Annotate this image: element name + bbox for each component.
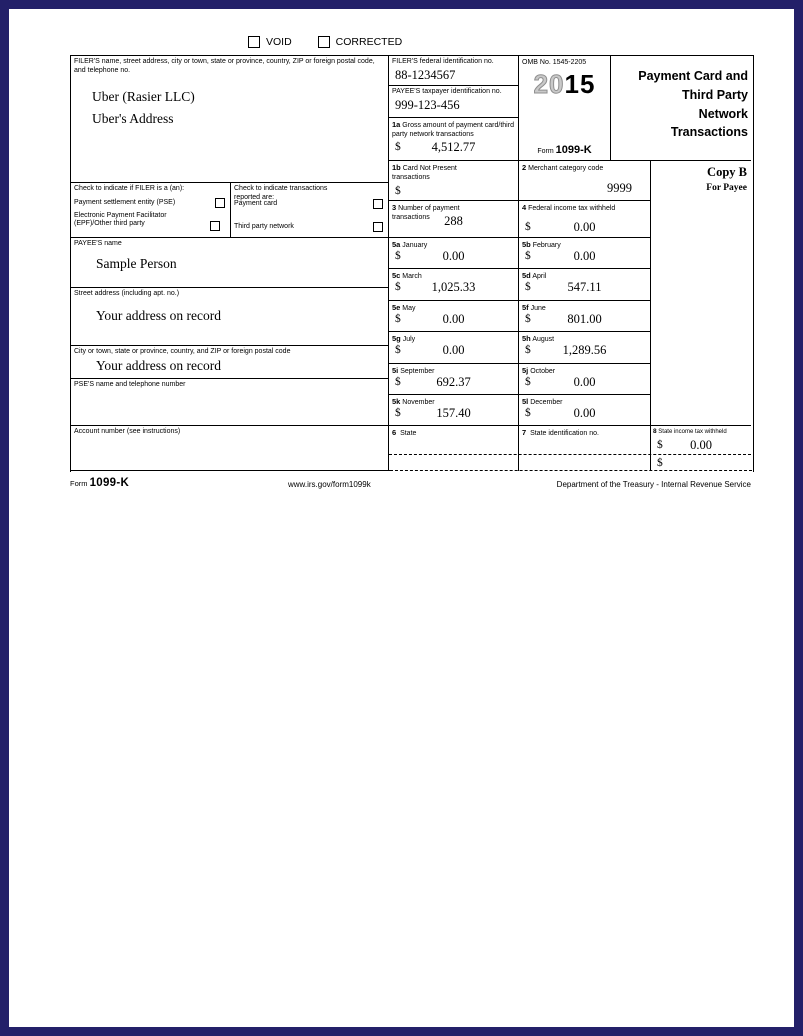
- month-name: February: [532, 242, 561, 249]
- box-1b-label: Card Not Present transactions: [392, 165, 457, 181]
- dollar-sign: $: [395, 407, 401, 419]
- form-bottom-border-solid: [71, 470, 390, 471]
- box-2-label: Merchant category code: [528, 165, 604, 172]
- box-4-value: 0.00: [573, 220, 596, 234]
- transaction-check-heading: Check to indicate transactions reported are:: [234, 185, 328, 201]
- box-2-value: 9999: [607, 180, 632, 195]
- month-number: 5j: [522, 366, 529, 375]
- filer-label: FILER'S name, street address, city or town, state or province, country, ZIP or foreign postal code, and telephone no.: [74, 58, 375, 74]
- filer-check-heading: Check to indicate if FILER is a (an):: [74, 185, 185, 192]
- month-name: June: [530, 305, 546, 312]
- month-amount: 0.00: [573, 249, 596, 263]
- box-5b-february: [519, 238, 651, 269]
- pse-name-box: [71, 379, 389, 426]
- city-address-value: Your address on record: [96, 357, 221, 373]
- footer-department: Department of the Treasury - Internal Revenue Service: [556, 480, 751, 489]
- month-name: December: [530, 399, 563, 406]
- corrected-label: CORRECTED: [335, 36, 403, 48]
- street-address-value: Your address on record: [96, 307, 221, 323]
- month-amount: 0.00: [573, 406, 596, 420]
- dollar-sign: $: [395, 344, 401, 356]
- form-number-block: Form 1099-K: [537, 144, 592, 156]
- dollar-sign: $: [525, 407, 531, 419]
- month-amount: 692.37: [436, 375, 471, 389]
- box-5i-september: [389, 364, 519, 395]
- month-name: January: [402, 242, 428, 249]
- month-name: July: [402, 336, 416, 343]
- account-number-label: Account number (see instructions): [74, 428, 181, 435]
- box-1a-gross-amount: [389, 118, 519, 161]
- omb-box: [519, 56, 611, 161]
- payee-tin-box: [389, 86, 519, 118]
- month-amount: 157.40: [436, 406, 471, 420]
- copy-b-block: [651, 161, 751, 426]
- footer-irs-url: www.irs.gov/form1099k: [288, 480, 371, 489]
- dollar-sign: $: [395, 185, 401, 198]
- box-7-number: 7: [522, 428, 527, 437]
- state-row-dashed-divider: [389, 454, 751, 455]
- dollar-sign: $: [395, 141, 401, 154]
- payee-name-box: [71, 238, 389, 288]
- box-3-value: 288: [444, 214, 463, 228]
- box-2-merchant-category: [519, 161, 651, 201]
- dollar-sign: $: [525, 313, 531, 325]
- month-number: 5i: [392, 366, 399, 375]
- box-8-state-tax-withheld: [651, 426, 751, 471]
- dollar-sign: $: [525, 376, 531, 388]
- account-number-box: [71, 426, 389, 471]
- federal-id-value: 88-1234567: [395, 67, 456, 82]
- federal-id-label: FILER'S federal identification no.: [392, 58, 494, 65]
- payee-tin-value: 999-123-456: [395, 97, 460, 112]
- form-bottom-border-dashed: [390, 470, 752, 471]
- box-6-state: [389, 426, 519, 471]
- box-5f-june: [519, 301, 651, 332]
- filer-check-section: [71, 183, 231, 238]
- month-number: 5g: [392, 334, 401, 343]
- dollar-sign: $: [395, 281, 401, 293]
- month-number: 5l: [522, 397, 529, 406]
- form-1099k: [70, 55, 754, 472]
- month-amount: 0.00: [442, 312, 465, 326]
- filer-info-box: [71, 56, 389, 183]
- payment-card-checkbox[interactable]: [373, 199, 383, 209]
- month-number: 5d: [522, 271, 531, 280]
- month-number: 5f: [522, 303, 529, 312]
- box-7-state-id: [519, 426, 651, 471]
- box-5c-march: [389, 269, 519, 301]
- box-5a-january: [389, 238, 519, 269]
- void-checkbox[interactable]: [248, 36, 260, 48]
- month-number: 5e: [392, 303, 401, 312]
- third-party-network-checkbox[interactable]: [373, 222, 383, 232]
- month-amount: 801.00: [567, 312, 602, 326]
- month-name: October: [530, 368, 556, 375]
- box-1a-number: 1a: [392, 120, 401, 129]
- box-5e-may: [389, 301, 519, 332]
- box-3-number-of-transactions: [389, 201, 519, 238]
- box-5d-april: [519, 269, 651, 301]
- month-amount: 0.00: [573, 375, 596, 389]
- box-5h-august: [519, 332, 651, 364]
- box-6-label: State: [400, 430, 417, 437]
- month-amount: 1,025.33: [431, 280, 476, 294]
- box-5k-november: [389, 395, 519, 426]
- epf-checkbox[interactable]: [210, 221, 220, 231]
- month-name: April: [532, 273, 547, 280]
- street-address-box: [71, 288, 389, 346]
- month-name: November: [402, 399, 435, 406]
- dollar-sign: $: [657, 439, 663, 451]
- dollar-sign: $: [525, 281, 531, 293]
- pse-option-label: Payment settlement entity (PSE): [74, 199, 176, 206]
- for-payee-label: For Payee: [706, 183, 747, 193]
- dollar-sign: $: [395, 313, 401, 325]
- form-sheet: [9, 9, 794, 1027]
- box-8-label: State income tax withheld: [658, 429, 727, 435]
- box-8-number: 8: [653, 428, 657, 435]
- box-8-value: 0.00: [690, 438, 712, 452]
- dollar-sign: $: [525, 344, 531, 356]
- city-address-box: [71, 346, 389, 379]
- copy-b-label: Copy B: [707, 165, 747, 179]
- box-7-label: State identification no.: [530, 430, 599, 437]
- box-1a-label: Gross amount of payment card/third party network transactions: [392, 122, 514, 138]
- transaction-check-section: [231, 183, 389, 238]
- month-number: 5c: [392, 271, 401, 280]
- filer-federal-id-box: [389, 56, 519, 86]
- box-1a-value: 4,512.77: [431, 140, 476, 155]
- tax-year: 2015: [533, 69, 596, 99]
- box-5j-october: [519, 364, 651, 395]
- omb-label: OMB No. 1545-2205: [522, 59, 587, 66]
- month-name: August: [532, 336, 555, 343]
- month-number: 5k: [392, 397, 401, 406]
- month-amount: 547.11: [567, 280, 602, 294]
- box-1b-card-not-present: [389, 161, 519, 201]
- void-label: VOID: [266, 36, 292, 48]
- box-4-label: Federal income tax withheld: [528, 205, 616, 212]
- street-address-label: Street address (including apt. no.): [74, 290, 180, 297]
- box-4-number: 4: [522, 203, 527, 212]
- month-number: 5a: [392, 240, 401, 249]
- footer-form-number: Form 1099-K: [70, 477, 130, 489]
- payee-name-value: Sample Person: [96, 255, 177, 271]
- payment-card-option-label: Payment card: [234, 200, 278, 207]
- pse-checkbox[interactable]: [215, 198, 225, 208]
- box-5l-december: [519, 395, 651, 426]
- form-footer: [70, 475, 751, 493]
- box-3-number: 3: [392, 203, 397, 212]
- filer-address: Uber's Address: [92, 111, 174, 127]
- filer-name: Uber (Rasier LLC): [92, 89, 195, 105]
- month-name: September: [400, 368, 435, 375]
- dollar-sign: $: [525, 250, 531, 262]
- dollar-sign: $: [395, 250, 401, 262]
- month-name: May: [402, 305, 416, 312]
- month-amount: 0.00: [442, 249, 465, 263]
- month-amount: 0.00: [442, 343, 465, 357]
- city-address-label: City or town, state or province, country, and ZIP or foreign postal code: [74, 348, 291, 355]
- box-3-label: Number of payment transactions: [392, 205, 460, 221]
- box-1b-number: 1b: [392, 163, 401, 172]
- form-title: Payment Card and Third Party Network Transactions: [611, 56, 751, 161]
- box-5g-july: [389, 332, 519, 364]
- dollar-sign: $: [525, 221, 531, 233]
- void-corrected-row: [248, 36, 428, 48]
- month-number: 5b: [522, 240, 531, 249]
- payee-name-label: PAYEE'S name: [74, 240, 122, 247]
- box-6-number: 6: [392, 428, 397, 437]
- dollar-sign: $: [657, 457, 663, 469]
- payee-tin-label: PAYEE'S taxpayer identification no.: [392, 88, 502, 95]
- corrected-checkbox[interactable]: [318, 36, 330, 48]
- month-name: March: [402, 273, 422, 280]
- third-party-network-option-label: Third party network: [234, 223, 294, 230]
- month-amount: 1,289.56: [562, 343, 607, 357]
- box-4-federal-tax-withheld: [519, 201, 651, 238]
- box-2-number: 2: [522, 163, 527, 172]
- pse-name-label: PSE'S name and telephone number: [74, 381, 186, 388]
- epf-option-label: Electronic Payment Facilitator (EPF)/Other third party: [74, 212, 167, 228]
- month-number: 5h: [522, 334, 531, 343]
- dollar-sign: $: [395, 376, 401, 388]
